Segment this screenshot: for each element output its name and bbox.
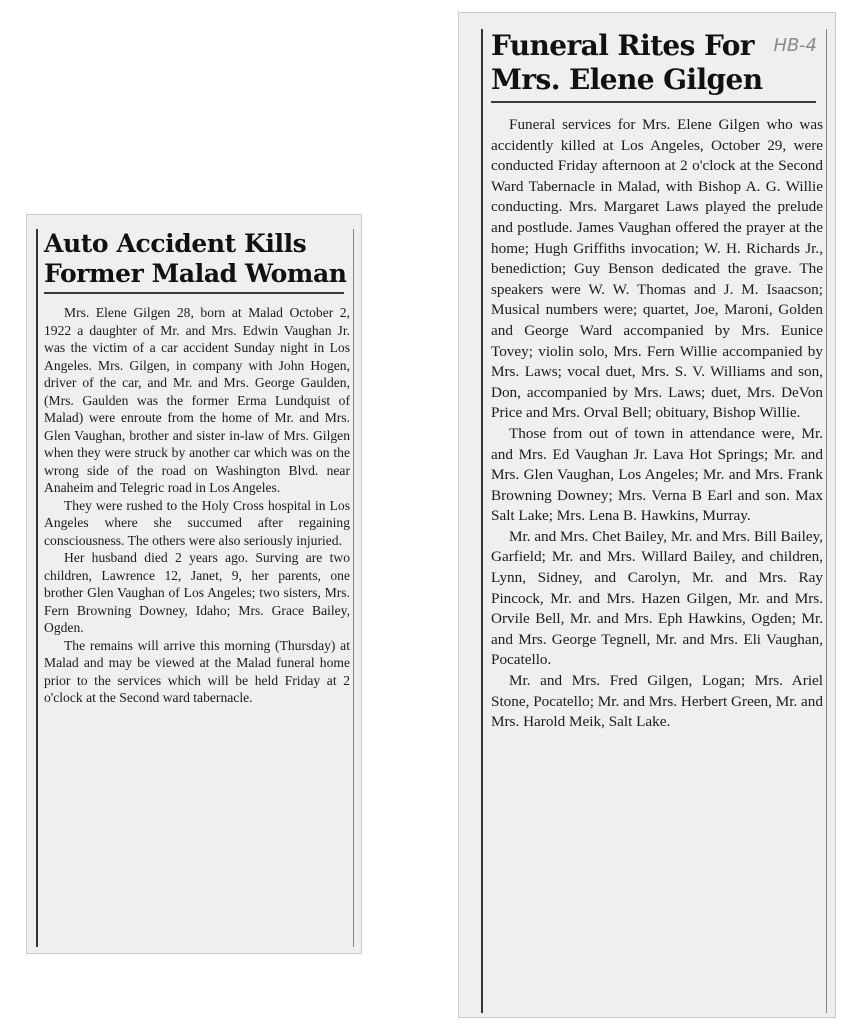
right-news-clipping [458, 12, 836, 1018]
left-article-column [36, 229, 350, 947]
right-article-paragraph: Those from out of town in attendance were, Mr. and Mrs. Ed Vaughan Jr. Lava Hot Springs; Mr. and Mrs. Glen Vaughan, Los Angeles; Mr. and Mrs. Frank Browning Downey; Mrs. Verna B Earl and son. Max Salt Lake; Mrs. Lena B. Hawkins, Murray. [491, 424, 823, 525]
right-article-paragraph: Mr. and Mrs. Fred Gilgen, Logan; Mrs. Ariel Stone, Pocatello; Mr. and Mrs. Herbert Green, Mr. and Mrs. Harold Meik, Salt Lake. [491, 672, 823, 731]
left-article-paragraph: The remains will arrive this morning (Thursday) at Malad and may be viewed at the Malad funeral home prior to the services which will be held Friday at 2 o'clock at the Second ward tabernacle. [44, 637, 350, 705]
handwritten-annotation: HB-4 [773, 35, 817, 56]
left-article-paragraph: They were rushed to the Holy Cross hospital in Los Angeles where she succumed after regaining consciousness. The others were also seriously injuried. [44, 497, 350, 548]
right-article-paragraph: Funeral services for Mrs. Elene Gilgen who was accidently killed at Los Angeles, October 29, were conducted Friday afternoon at 2 o'clock at the Second Ward Tabernacle in Malad, with Bishop A. G. Willie conducting. Mrs. Margaret Laws played the prelude and postlude. James Vaughan offered the prayer at the home; Hugh Griffiths invocation; W. H. Richards Jr., benediction; Guy Benson dedicated the grave. The speakers were W. W. Thomas and J. M. Isaacson; Musical numbers were; quartet, Joe, Maroni, Golden and George Ward accompanied by Mrs. Eunice Tovey; violin solo, Mrs. Fern Willie accompanied by Mrs. Laws; vocal duet, Mrs. S. V. Williams and son, Don, accompanied by Mrs. Laws; duet, Mrs. DeVon Price and Mrs. Orval Bell; obituary, Bishop Willie. [491, 116, 823, 422]
left-article-paragraph: Mrs. Elene Gilgen 28, born at Malad October 2, 1922 a daughter of Mr. and Mrs. Edwin Vaughan Jr. was the victim of a car accident Sunday night in Los Angeles. Mrs. Gilgen, in company with John Hogen, driver of the car, and Mr. and Mrs. George Gaulden, (Mrs. Gaulden was the former Erma Lundquist of Malad) were enroute from the home of Mr. and Mrs. Glen Vaughan, brother and sister in-law of Mrs. Gilgen when they were struck by another car which was on the wrong side of the road on Washington Blvd. near Anaheim and Telegric road in Los Angeles. [44, 305, 350, 495]
right-article-paragraph: Mr. and Mrs. Chet Bailey, Mr. and Mrs. Bill Bailey, Garfield; Mr. and Mrs. Willard Bailey, and children, Lynn, Sidney, and Carolyn, Mr. and Mrs. Ray Pincock, Mr. and Mrs. Hazen Gilgen, Mr. and Mrs. Orvile Bell, Mr. and Mrs. Eph Hawkins, Ogden; Mr. and Mrs. George Tegnell, Mr. and Mrs. Eli Vaughan, Pocatello. [491, 527, 823, 669]
headline-rule [491, 101, 816, 103]
right-article-column [481, 29, 823, 1013]
column-rule [826, 29, 827, 1013]
left-news-clipping [26, 214, 362, 954]
column-rule [353, 229, 354, 947]
headline-rule [44, 292, 344, 294]
left-article-headline: Auto Accident Kills Former Malad Woman [44, 229, 347, 288]
right-article-headline: Funeral Rites For Mrs. Elene Gilgen [491, 29, 763, 96]
left-article-paragraph: Her husband died 2 years ago. Surving are two children, Lawrence 12, Janet, 9, her parents, one brother Glen Vaughan of Los Angeles; two sisters, Mrs. Fern Browning Downey, Idaho; Mrs. Grace Bailey, Ogden. [44, 550, 350, 635]
